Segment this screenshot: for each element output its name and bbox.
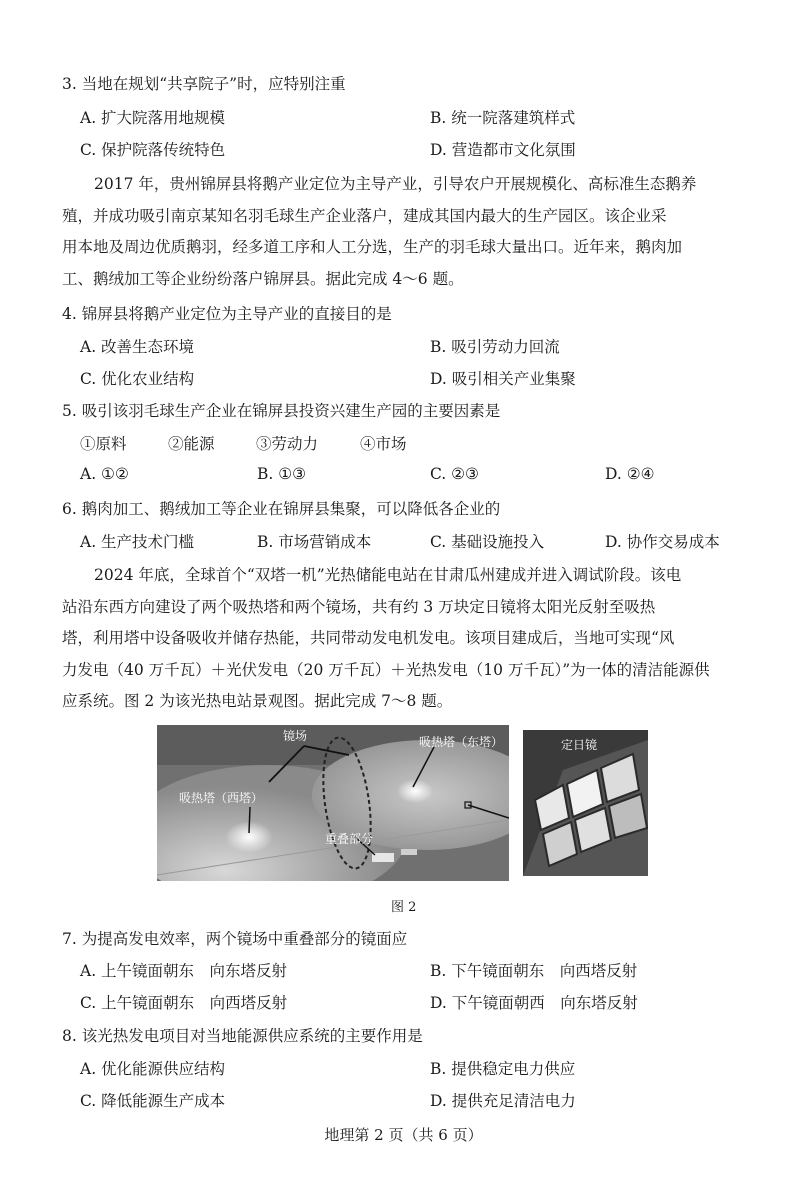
q8-option-a: A. 优化能源供应结构 bbox=[80, 1060, 226, 1078]
passage2-line: 塔，利用塔中设备吸收并储存热能，共同带动发电机发电。该项目建成后，当地可实现“风 bbox=[62, 629, 675, 647]
q8-option-b: B. 提供稳定电力供应 bbox=[430, 1060, 576, 1078]
q6-stem: 6. 鹅肉加工、鹅绒加工等企业在锦屏县集聚，可以降低各企业的 bbox=[62, 500, 501, 518]
passage1-line: 工、鹅绒加工等企业纷纷落户锦屏县。据此完成 4～6 题。 bbox=[62, 269, 464, 288]
q5-option-a: A. ①② bbox=[80, 465, 129, 483]
q6-option-b: B. 市场营销成本 bbox=[257, 533, 372, 551]
q7-stem: 7. 为提高发电效率，两个镜场中重叠部分的镜面应 bbox=[62, 930, 408, 948]
q5-stem: 5. 吸引该羽毛球生产企业在锦屏县投资兴建生产园的主要因素是 bbox=[62, 402, 501, 420]
passage-solar-thermal bbox=[62, 560, 744, 718]
q3-option-c: C. 保护院落传统特色 bbox=[80, 141, 226, 159]
label-east-tower: 吸热塔（东塔） bbox=[419, 735, 504, 749]
q8-option-d: D. 提供充足清洁电力 bbox=[430, 1092, 576, 1110]
passage-goose-industry bbox=[62, 169, 744, 295]
q3-option-b: B. 统一院落建筑样式 bbox=[430, 109, 576, 127]
q6-option-c: C. 基础设施投入 bbox=[430, 533, 545, 551]
passage1-line: 殖，并成功吸引南京某知名羽毛球生产企业落户，建成其国内最大的生产园区。该企业采 bbox=[62, 206, 667, 225]
q4-option-c: C. 优化农业结构 bbox=[80, 370, 195, 388]
passage1-line: 2017 年，贵州锦屏县将鹅产业定位为主导产业，引导农户开展规模化、高标准生态鹅养 bbox=[94, 175, 697, 193]
passage1-line: 用本地及周边优质鹅羽，经多道工序和人工分选，生产的羽毛球大量出口。近年来，鹅肉加 bbox=[62, 238, 683, 256]
passage2-line: 站沿东西方向建设了两个吸热塔和两个镜场，共有约 3 万块定日镜将太阳光反射至吸热 bbox=[62, 597, 656, 616]
q7-option-d: D. 下午镜面朝西 向东塔反射 bbox=[430, 994, 638, 1012]
passage2-line: 2024 年底，全球首个“双塔一机”光热储能电站在甘肃瓜州建成并进入调试阶段。该电 bbox=[94, 566, 682, 584]
figure-plant-aerial-photo bbox=[157, 725, 509, 881]
q5-factor-4: ④市场 bbox=[360, 435, 407, 453]
q7-option-a: A. 上午镜面朝东 向东塔反射 bbox=[80, 962, 288, 980]
q6-option-a: A. 生产技术门槛 bbox=[80, 533, 195, 551]
q3-option-d: D. 营造都市文化氛围 bbox=[430, 141, 576, 159]
q4-option-a: A. 改善生态环境 bbox=[80, 338, 195, 356]
label-mirror-field: 镜场 bbox=[283, 729, 308, 743]
q3-stem: 3. 当地在规划“共享院子”时，应特别注重 bbox=[62, 75, 346, 93]
q7-option-b: B. 下午镜面朝东 向西塔反射 bbox=[430, 962, 638, 980]
passage2-line: 力发电（40 万千瓦）＋光伏发电（20 万千瓦）＋光热发电（10 万千瓦）”为一体的清洁能源供 bbox=[62, 660, 710, 679]
passage2-line: 应系统。图 2 为该光热电站景观图。据此完成 7～8 题。 bbox=[62, 692, 453, 710]
figure-caption: 图 2 bbox=[391, 900, 417, 915]
q4-stem: 4. 锦屏县将鹅产业定位为主导产业的直接目的是 bbox=[62, 305, 392, 323]
q5-factor-3: ③劳动力 bbox=[256, 435, 319, 453]
q5-option-c: C. ②③ bbox=[430, 465, 479, 483]
q3-option-a: A. 扩大院落用地规模 bbox=[80, 109, 226, 127]
q4-option-d: D. 吸引相关产业集聚 bbox=[430, 370, 576, 388]
figure-heliostat-photo bbox=[523, 730, 648, 876]
q8-option-c: C. 降低能源生产成本 bbox=[80, 1092, 226, 1110]
q4-option-b: B. 吸引劳动力回流 bbox=[430, 338, 560, 356]
label-west-tower: 吸热塔（西塔） bbox=[179, 791, 264, 805]
q7-option-c: C. 上午镜面朝东 向西塔反射 bbox=[80, 994, 288, 1012]
page-footer: 地理第 2 页（共 6 页） bbox=[324, 1126, 483, 1144]
label-overlap: 重叠部分 bbox=[325, 832, 374, 846]
q8-stem: 8. 该光热发电项目对当地能源供应系统的主要作用是 bbox=[62, 1027, 423, 1045]
label-heliostat: 定日镜 bbox=[561, 738, 598, 752]
q6-option-d: D. 协作交易成本 bbox=[605, 533, 720, 551]
q5-factor-2: ②能源 bbox=[168, 435, 215, 453]
q5-option-d: D. ②④ bbox=[605, 465, 655, 483]
q5-factor-1: ①原料 bbox=[80, 435, 127, 453]
q5-option-b: B. ①③ bbox=[257, 465, 307, 483]
